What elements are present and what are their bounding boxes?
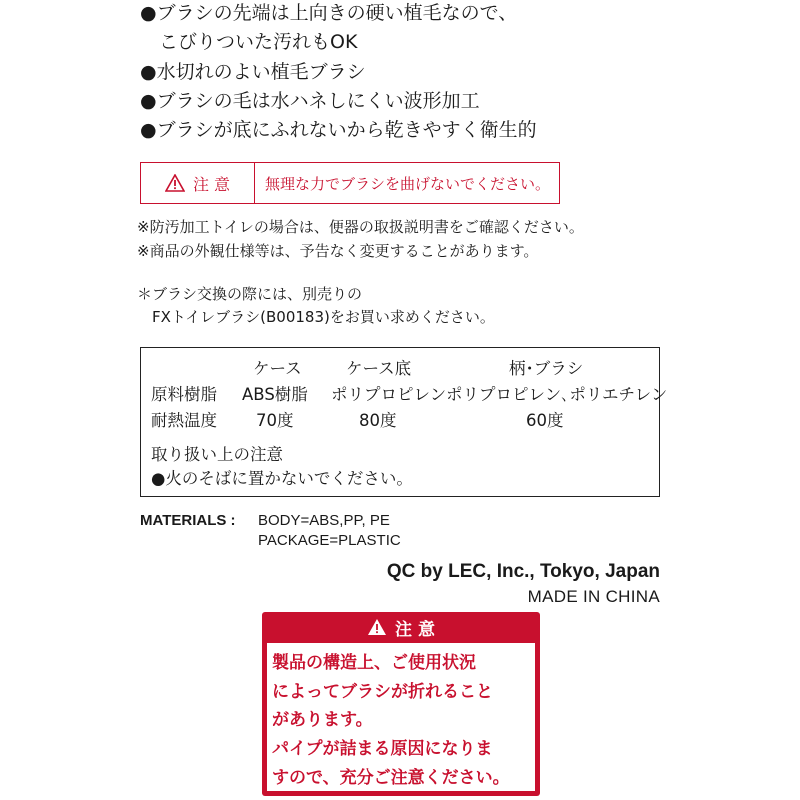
warning-triangle-icon [165, 174, 185, 192]
caution-message: 無理な力でブラシを曲げないでください。 [265, 174, 551, 193]
caution-box [140, 162, 560, 204]
warning-triangle-icon [367, 618, 387, 636]
caution-label [141, 163, 255, 203]
spec-header-case: ケース [253, 359, 302, 378]
feature-line: ●ブラシの毛は水ハネしにくい波形加工 [140, 90, 480, 112]
caution-large-line: パイプが詰まる原因になりま [272, 739, 493, 759]
materials-label: MATERIALS : [140, 512, 236, 529]
caution-large-line: があります。 [272, 710, 373, 730]
spec-cell: 80度 [359, 411, 397, 430]
materials-body: BODY=ABS,PP, PE [258, 512, 390, 529]
feature-line: ●水切れのよい植毛ブラシ [140, 61, 366, 83]
spec-cell: ポリプロピレン [331, 385, 447, 404]
spec-table [140, 347, 668, 497]
caution-large-line: によってブラシが折れること [272, 682, 493, 702]
origin-text: MADE IN CHINA [527, 587, 660, 606]
spec-header-base: ケース底 [346, 359, 412, 378]
spec-cell: ポリプロピレン､ポリエチレン [446, 385, 668, 404]
spec-header-handle: 柄･ブラシ [509, 359, 584, 378]
materials-package: PACKAGE=PLASTIC [258, 532, 401, 549]
spec-cell: 60度 [526, 411, 564, 430]
feature-line: ●ブラシの先端は上向きの硬い植毛なので、 [140, 2, 518, 24]
caution-large-line: 製品の構造上、ご使用状況 [272, 653, 476, 673]
handling-title: 取り扱い上の注意 [151, 445, 283, 464]
caution-label-text: 注 意 [192, 174, 231, 194]
maker-text: QC by LEC, Inc., Tokyo, Japan [386, 561, 660, 582]
replacement-line: ＊ブラシ交換の際には、別売りの [137, 285, 363, 303]
caution-large-title: 注 意 [395, 619, 435, 640]
caution-box-large [262, 612, 540, 796]
spec-row-label: 原料樹脂 [151, 385, 217, 404]
feature-line: こびりついた汚れもOK [140, 31, 358, 53]
caution-large-line: すので、充分ご注意ください。 [272, 768, 510, 788]
note-line: ※防汚加工トイレの場合は、便器の取扱説明書をご確認ください。 [137, 218, 584, 236]
caution-large-body [267, 643, 535, 791]
feature-line: ●ブラシが底にふれないから乾きやすく衛生的 [140, 119, 537, 141]
note-line: ※商品の外観仕様等は、予告なく変更することがあります。 [137, 242, 539, 260]
caution-large-header [262, 612, 540, 642]
spec-row-label: 耐熱温度 [151, 411, 217, 430]
spec-cell: 70度 [256, 411, 294, 430]
handling-item: ●火のそばに置かないでください。 [151, 469, 413, 488]
spec-cell: ABS樹脂 [242, 385, 308, 404]
replacement-line: FXトイレブラシ(B00183)をお買い求めください。 [137, 308, 495, 326]
